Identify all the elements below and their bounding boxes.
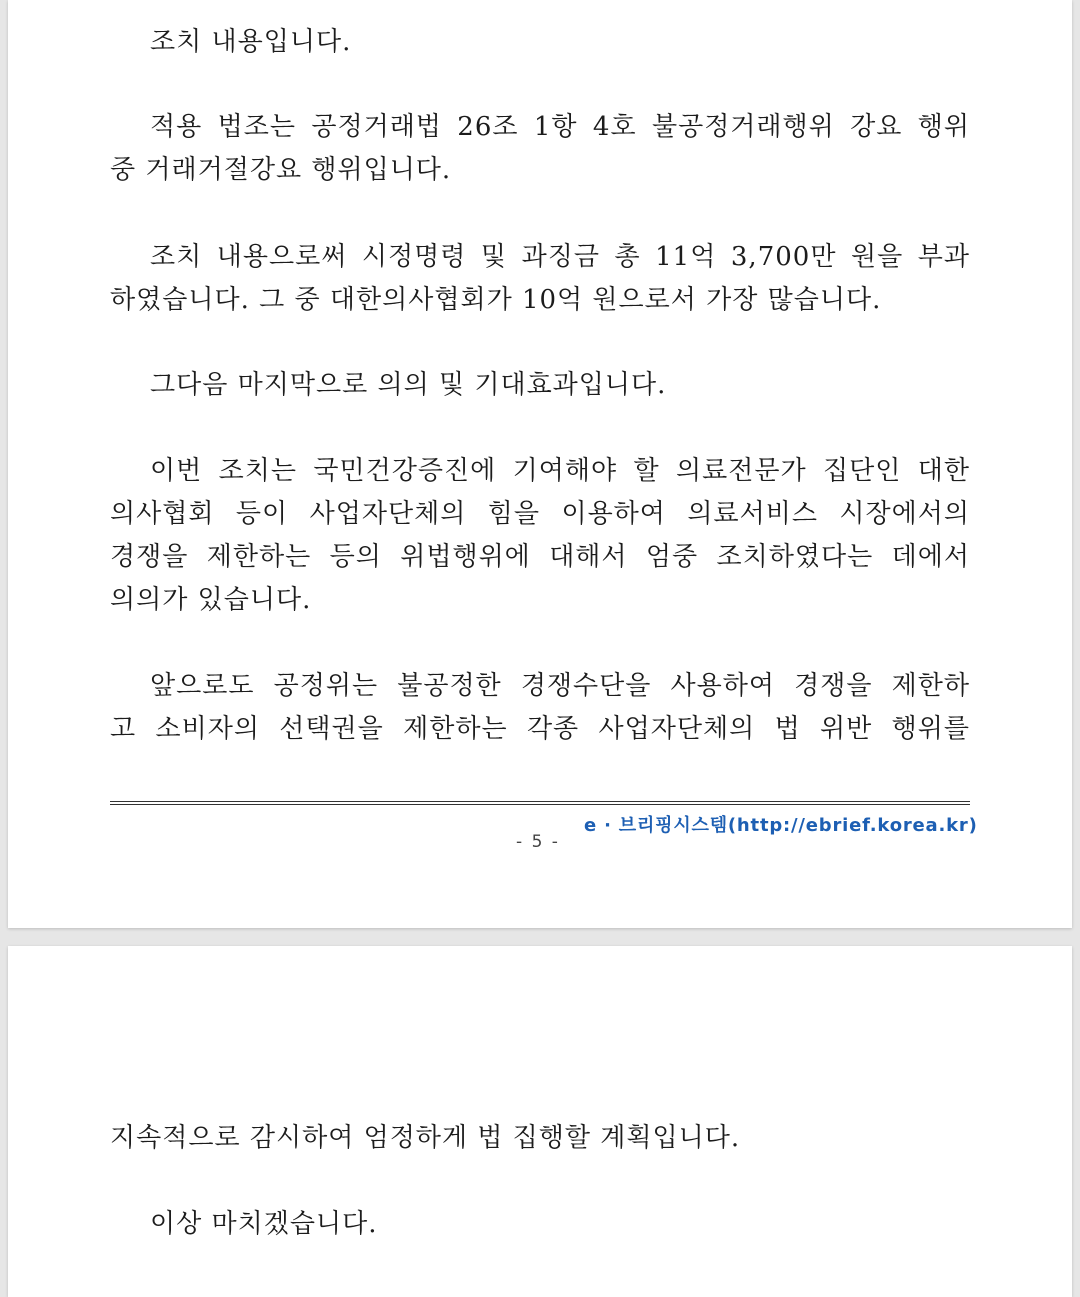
text-line: 고 소비자의 선택권을 제한하는 각종 사업자단체의 법 위반 행위를	[110, 714, 970, 744]
text-line: 이번 조치는 국민건강증진에 기여해야 할 의료전문가 집단인 대한	[150, 456, 970, 486]
text-line: 경쟁을 제한하는 등의 위법행위에 대해서 엄중 조치하였다는 데에서	[110, 542, 970, 572]
text-line: 앞으로도 공정위는 불공정한 경쟁수단을 사용하여 경쟁을 제한하	[150, 671, 970, 701]
text-line: 하였습니다. 그 중 대한의사협회가 10억 원으로서 가장 많습니다.	[110, 285, 882, 315]
text-line: 조치 내용입니다.	[150, 27, 352, 57]
ebriefing-brand: e · 브리핑시스템(http://ebrief.korea.kr)	[584, 815, 978, 836]
page-number: - 5 -	[516, 832, 560, 852]
footer-rule	[110, 801, 970, 805]
text-line: 지속적으로 감시하여 엄정하게 법 집행할 계획입니다.	[110, 1123, 741, 1153]
document-page-5	[8, 0, 1072, 928]
text-line: 이상 마치겠습니다.	[150, 1209, 378, 1239]
text-line: 그다음 마지막으로 의의 및 기대효과입니다.	[150, 370, 667, 400]
text-line: 조치 내용으로써 시정명령 및 과징금 총 11억 3,700만 원을 부과	[150, 242, 970, 272]
text-line: 의의가 있습니다.	[110, 585, 312, 615]
document-page-6	[8, 946, 1072, 1297]
text-line: 적용 법조는 공정거래법 26조 1항 4호 불공정거래행위 강요 행위	[150, 112, 970, 142]
text-line: 의사협회 등이 사업자단체의 힘을 이용하여 의료서비스 시장에서의	[110, 499, 970, 529]
text-line: 중 거래거절강요 행위입니다.	[110, 155, 452, 185]
